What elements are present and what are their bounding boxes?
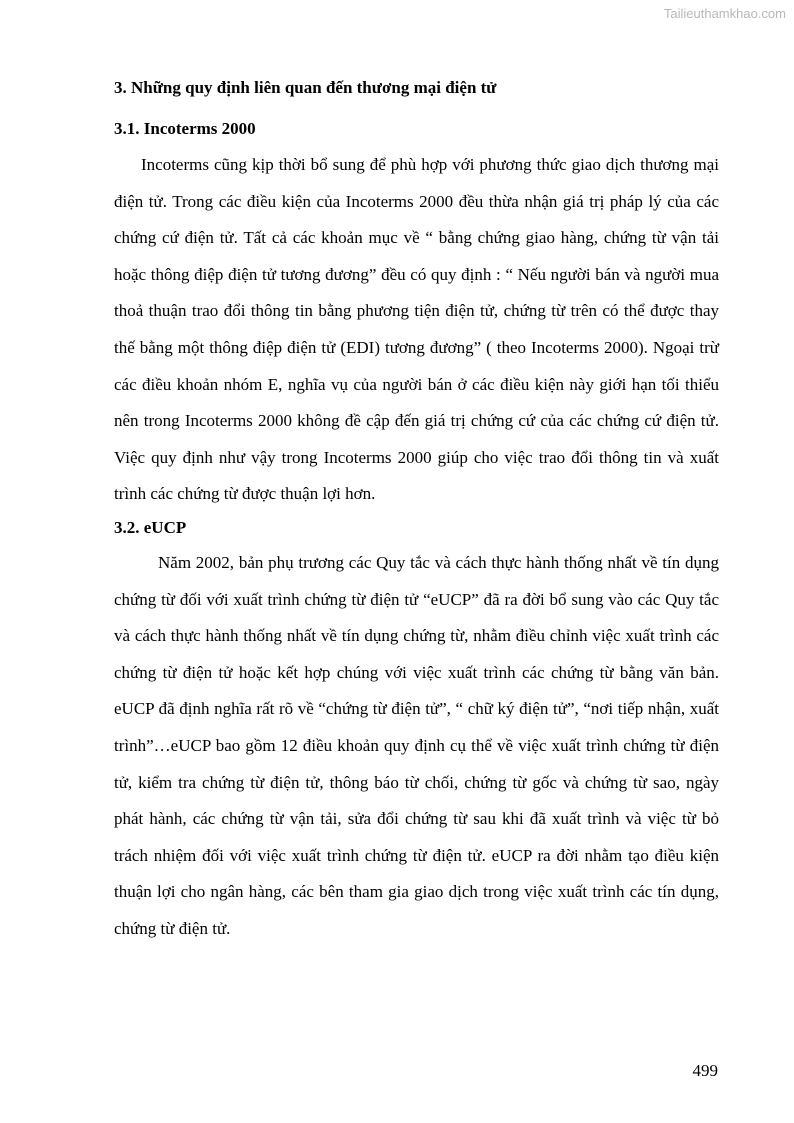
page-number: 499 xyxy=(692,1061,718,1080)
subsection-heading-incoterms: 3.1. Incoterms 2000 xyxy=(114,119,256,138)
subsection-heading-eucp: 3.2. eUCP xyxy=(114,517,187,537)
paragraph-eucp: Năm 2002, bản phụ trương các Quy tắc và cách thực hành thống nhất về tín dụng chứng từ đối với xuất trình chứng từ điện tử “eUCP” đã ra đời bổ sung vào các Quy tắc và cách thực hành thống nhất về tín dụng chứng từ, nhằm điều chỉnh việc xuất trình các chứng từ điện tử hoặc kết hợp chúng với việc xuất trình các chứng từ bằng văn bản. eUCP đã định nghĩa rất rõ về “chứng từ điện tử”, “ chữ ký điện tử”, “nơi tiếp nhận, xuất trình”…eUCP bao gồm 12 điều khoản quy định cụ thể về việc xuất trình chứng từ điện tử, kiểm tra chứng từ điện tử, thông báo từ chối, chứng từ gốc và chứng từ sao, ngày phát hành, các chứng từ vận tải, sửa đổi chứng từ sau khi đã xuất trình và việc từ bỏ trách nhiệm đối với việc xuất trình chứng từ điện tử. eUCP ra đời nhằm tạo điều kiện thuận lợi cho ngân hàng, các bên tham gia giao dịch trong việc xuất trình các tín dụng, chứng từ điện tử. xyxy=(114,552,719,938)
paragraph-incoterms: Incoterms cũng kịp thời bổ sung để phù hợp với phương thức giao dịch thương mại điện tử. Trong các điều kiện của Incoterms 2000 đều thừa nhận giá trị pháp lý của các chứng cứ điện tử. Tất cả các khoản mục về “ bằng chứng giao hàng, chứng từ vận tải hoặc thông điệp điện tử tương đương” đều có quy định : “ Nếu người bán và người mua thoả thuận trao đổi thông tin bằng phương tiện điện tử, chứng từ trên có thể được thay thế bằng một thông điệp điện tử (EDI) tương đương” ( theo Incoterms 2000). Ngoại trừ các điều khoản nhóm E, nghĩa vụ của người bán ở các điều kiện này giới hạn tối thiểu nên trong Incoterms 2000 không đề cập đến giá trị chứng cứ của các chứng cứ điện tử. Việc quy định như vậy trong Incoterms 2000 giúp cho việc trao đổi thông tin và xuất trình các chứng từ được thuận lợi hơn. xyxy=(114,155,719,504)
section-heading: 3. Những quy định liên quan đến thương mại điện tử xyxy=(114,78,497,97)
document-body xyxy=(114,72,719,947)
watermark: Tailieuthamkhao.com xyxy=(663,6,786,21)
